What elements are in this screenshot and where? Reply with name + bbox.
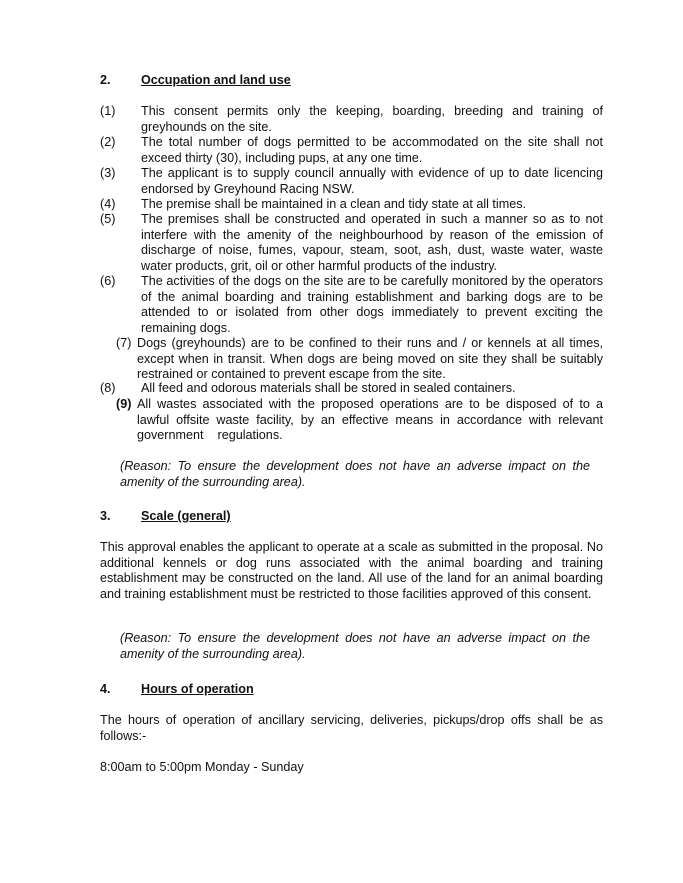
condition-text: Dogs (greyhounds) are to be confined to their runs and / or kennels at all times, except when in transit. When dogs are being moved on site they shall be suitably restrained or contained to prevent escape from the site.: [137, 336, 603, 381]
section-3-heading: [100, 509, 400, 525]
condition-text: All wastes associated with the proposed operations are to be disposed of to a lawful offsite waste facility, by an effective means in accordance with relevant government regulations.: [137, 397, 607, 442]
condition-number: (8): [100, 381, 116, 395]
condition-number: (7): [116, 336, 132, 350]
condition-number: (2): [100, 135, 116, 149]
condition-number: (5): [100, 212, 116, 226]
section-number: 4.: [100, 682, 111, 696]
condition-text: The applicant is to supply council annually with evidence of up to date licencing endorsed by Greyhound Racing NSW.: [141, 166, 603, 196]
body-paragraph: This approval enables the applicant to operate at a scale as submitted in the proposal. No additional kennels or dog runs associated with the animal boarding and training establishment may be constructed on the land. All use of the land for an animal boarding and training establishment must be restricted to those facilities approved of this consent.: [100, 540, 603, 601]
reason-text: (Reason: To ensure the development does not have an adverse impact on the amenity of the surrounding area).: [120, 631, 590, 661]
section-4-heading: [100, 682, 400, 698]
condition-text: This consent permits only the keeping, boarding, breeding and training of greyhounds on the site.: [141, 104, 603, 134]
body-paragraph: The hours of operation of ancillary servicing, deliveries, pickups/drop offs shall be as follows:-: [100, 713, 603, 743]
condition-text: The premises shall be constructed and operated in such a manner so as to not interfere with the amenity of the neighbourhood by reason of the emission of discharge of noise, fumes, vapour, steam, soot, ash, dust, waste water, waste water products, grit, oil or other harmful products of the industry.: [141, 212, 603, 273]
section-title: Occupation and land use: [141, 73, 291, 87]
condition-text: The premise shall be maintained in a clean and tidy state at all times.: [141, 197, 527, 211]
section-number: 3.: [100, 509, 111, 523]
section-title: Scale (general): [141, 509, 231, 523]
condition-number: (9): [116, 397, 132, 411]
section-2-heading: [100, 73, 400, 89]
condition-number: (6): [100, 274, 116, 288]
section-title: Hours of operation: [141, 682, 254, 696]
condition-number: (4): [100, 197, 116, 211]
section-number: 2.: [100, 73, 111, 87]
condition-text: The activities of the dogs on the site are to be carefully monitored by the operators of the animal boarding and training establishment and barking dogs are to be attended to or isolated from other dogs immediately to prevent exciting the remaining dogs.: [141, 274, 603, 335]
condition-number: (3): [100, 166, 116, 180]
hours-line: 8:00am to 5:00pm Monday - Sunday: [100, 760, 304, 774]
reason-text: (Reason: To ensure the development does not have an adverse impact on the amenity of the surrounding area).: [120, 459, 590, 489]
condition-text: The total number of dogs permitted to be accommodated on the site shall not exceed thirty (30), including pups, at any one time.: [141, 135, 603, 165]
condition-text: All feed and odorous materials shall be stored in sealed containers.: [141, 381, 516, 395]
condition-number: (1): [100, 104, 116, 118]
